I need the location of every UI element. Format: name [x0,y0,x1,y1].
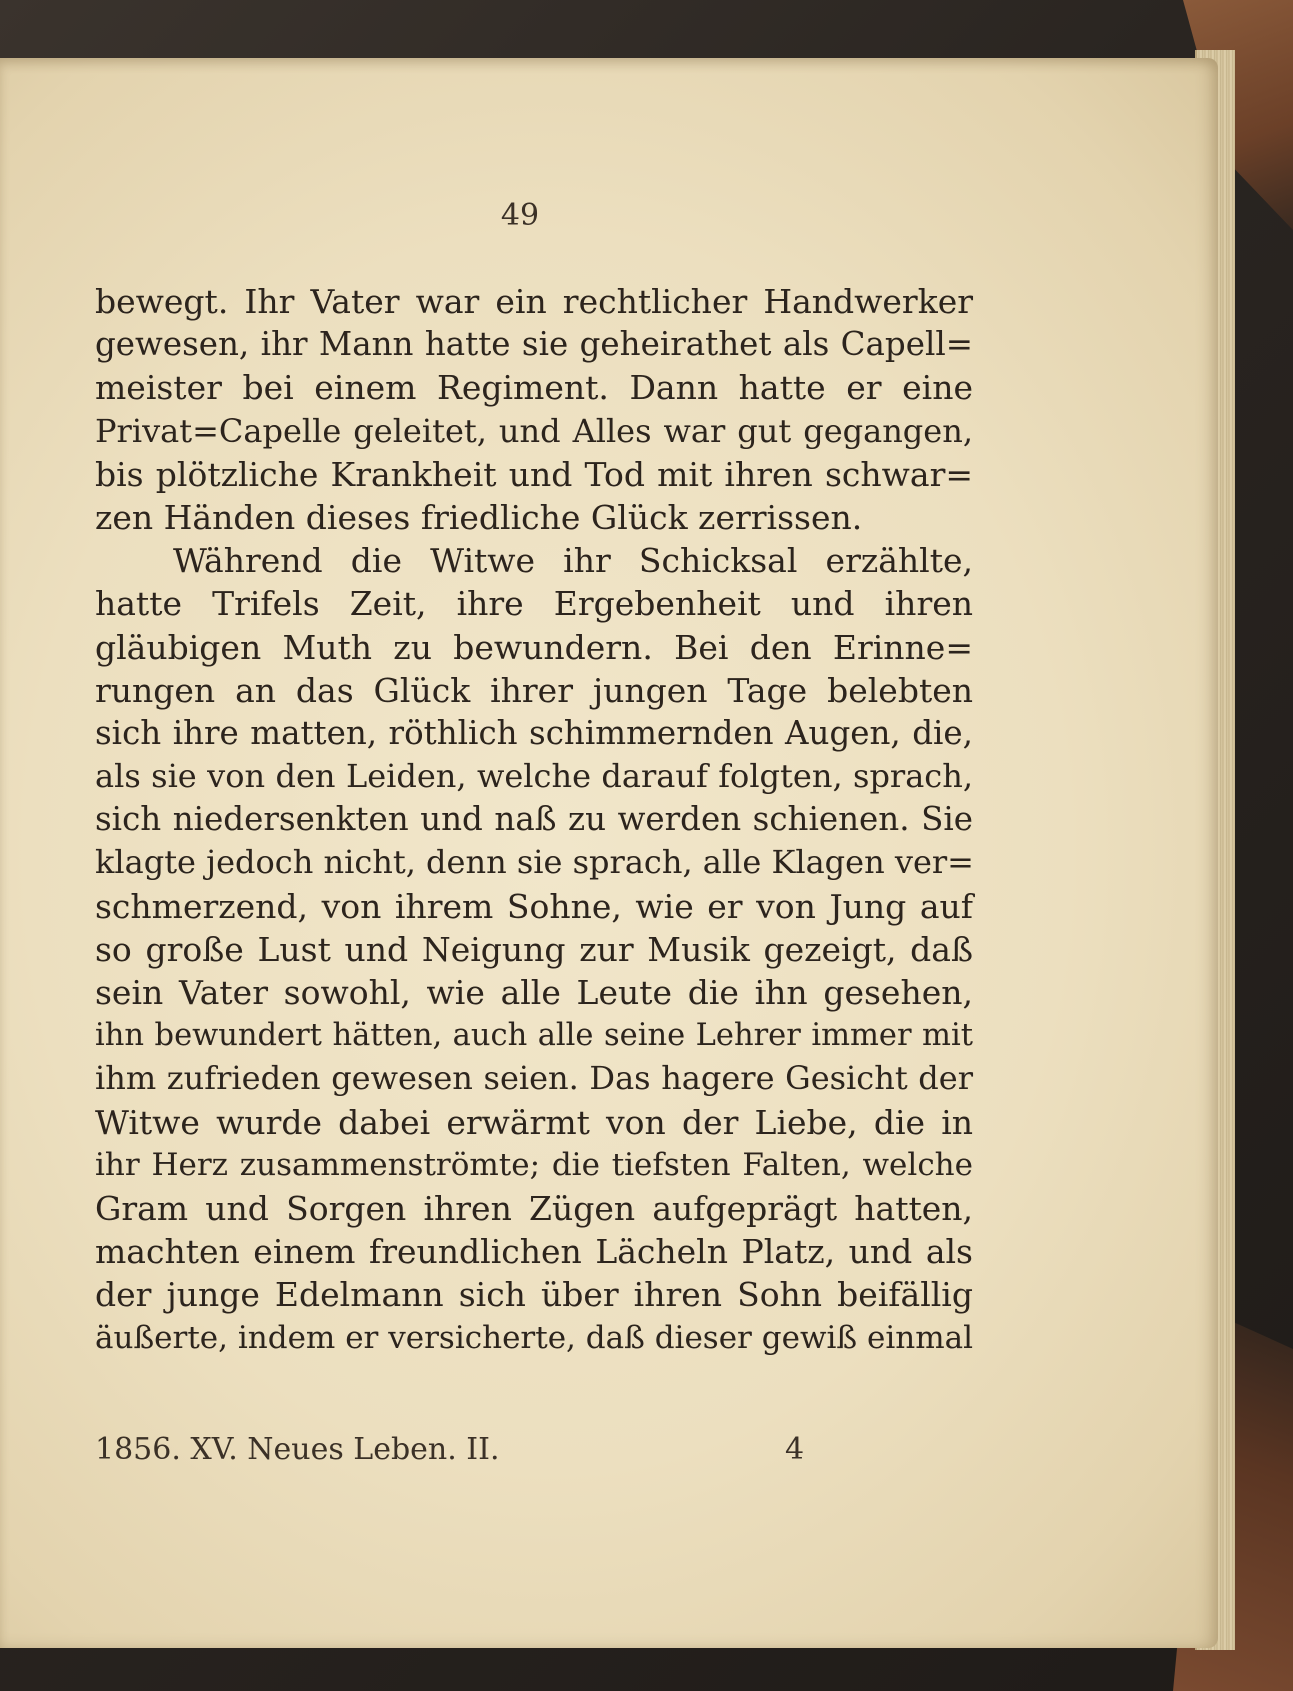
book-page [0,58,1218,1648]
page-number: 49 [500,198,540,233]
text-line: äußerte, indem er versicherte, daß dieser gewiß einmal [95,1319,973,1356]
text-line: ihn bewundert hätten, auch alle seine Lehrer immer mit [95,1018,973,1054]
text-line: zen Händen dieses friedliche Glück zerrissen. [95,497,863,537]
text-line: klagte jedoch nicht, denn sie sprach, alle Klagen ver= [95,843,974,882]
text-line: ihr Herz zusammenströmte; die tiefsten Falten, welche [95,1146,973,1183]
text-line: sich niedersenkten und naß zu werden schienen. Sie [95,800,973,839]
text-line: sein Vater sowohl, wie alle Leute die ihn gesehen, [95,973,973,1012]
text-line: sich ihre matten, röthlich schimmernden Augen, die, [95,713,973,752]
text-line: bis plötzliche Krankheit und Tod mit ihren schwar= [95,454,973,494]
sheet-number: 4 [785,1432,805,1467]
text-line: Gram und Sorgen ihren Zügen aufgeprägt hatten, [95,1188,973,1228]
text-line: gewesen, ihr Mann hatte sie geheirathet als Capell= [95,325,973,364]
text-line: gläubigen Muth zu bewundern. Bei den Erinne= [95,627,973,667]
printer-signature: 1856. XV. Neues Leben. II. [95,1432,500,1467]
text-line: machten einem freundlichen Lächeln Platz, und als [95,1232,973,1272]
text-line: Witwe wurde dabei erwärmt von der Liebe, die in [95,1102,973,1142]
text-line: der junge Edelmann sich über ihren Sohn beifällig [95,1275,973,1315]
text-line: Privat=Capelle geleitet, und Alles war gut gegangen, [95,411,973,450]
text-line: rungen an das Glück ihrer jungen Tage belebten [95,670,973,710]
text-line: so große Lust und Neigung zur Musik gezeigt, daß [95,929,973,969]
text-line: hatte Trifels Zeit, ihre Ergebenheit und ihren [95,584,973,624]
body-text [95,280,973,1360]
text-line: Während die Witwe ihr Schicksal erzählte, [173,541,973,581]
text-line: schmerzend, von ihrem Sohne, wie er von Jung auf [95,886,973,926]
text-line: meister bei einem Regiment. Dann hatte er eine [95,368,973,408]
text-line: bewegt. Ihr Vater war ein rechtlicher Handwerker [95,282,973,321]
text-line: als sie von den Leiden, welche darauf folgten, sprach, [95,757,973,796]
text-line: ihm zufrieden gewesen seien. Das hagere Gesicht der [95,1059,973,1098]
